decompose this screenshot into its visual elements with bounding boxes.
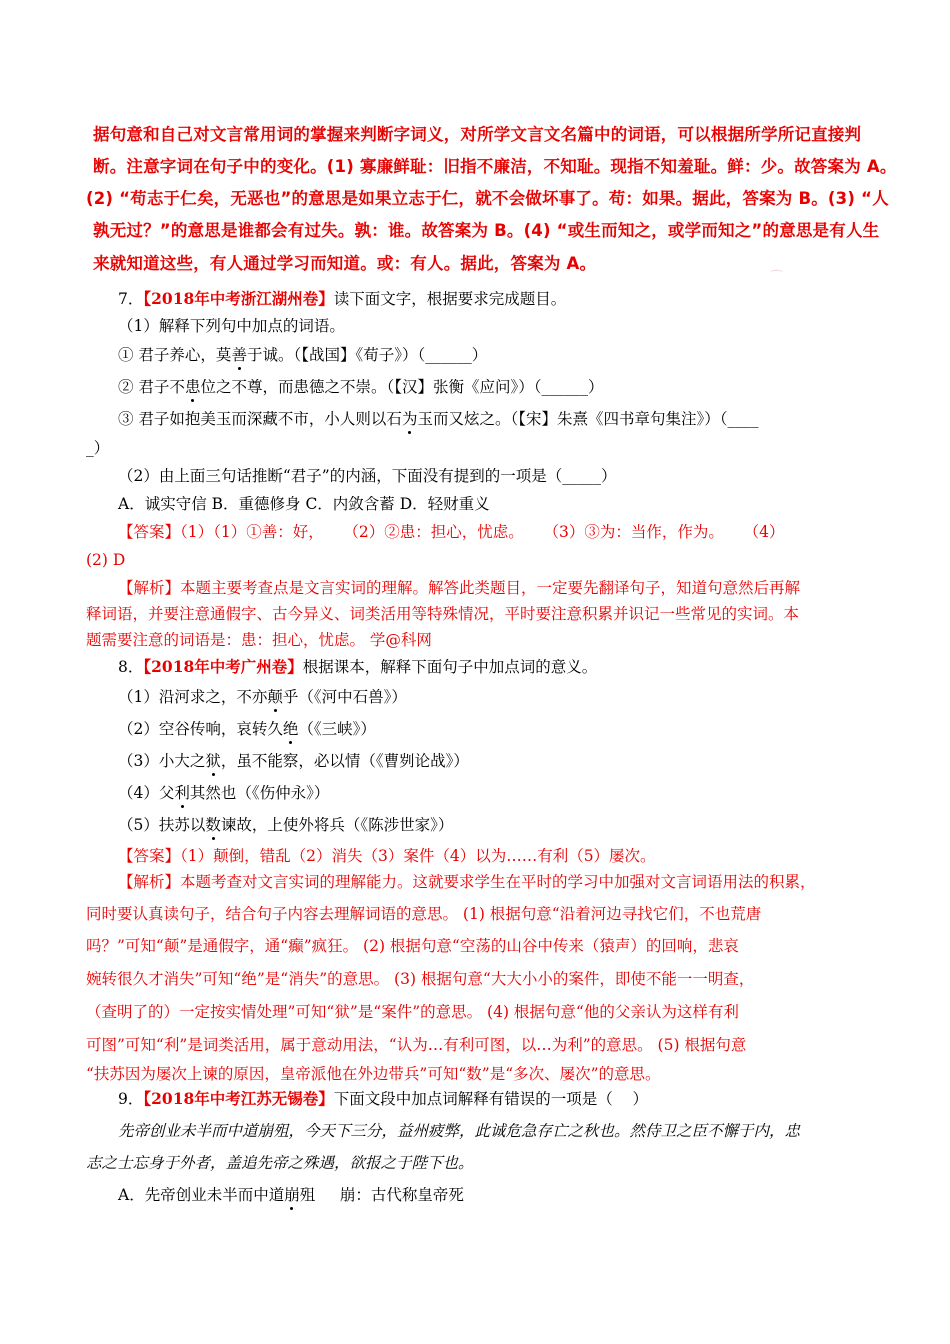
q8-item-4: （4）父利其然也（《伤仲永》）: [118, 784, 330, 802]
q8-analysis-line-1: 【解析】本题考查对文言实词的理解能力。这就要求学生在平时的学习中加强对文言词语用法的积累，: [118, 873, 816, 891]
q7-sentence-1: ① 君子养心，莫善于诚。（【战国】《荀子》）（______）: [118, 346, 488, 364]
q8-item-2: （2）空谷传响，哀转久绝（《三峡》）: [118, 720, 376, 738]
q9-number: 9．: [118, 1090, 144, 1108]
intro-line-2: 断。注意字词在句子中的变化。(1) 寡廉鲜耻：旧指不廉洁，不知耻。现指不知羞耻。鲜：少。故答案为 A。: [93, 157, 897, 176]
q9-header: [118, 1088, 648, 1110]
q7-header: [118, 288, 566, 310]
q7-dotted-word-2: 患: [184, 378, 201, 396]
q8-header: [118, 656, 597, 678]
q8-dotted-word-3: 狱: [205, 752, 221, 770]
q7-sentence-2: ② 君子不患位之不尊，而患德之不崇。（【汉】张衡《应问》）（______）: [118, 378, 604, 396]
q9-passage-line-1: 先帝创业未半而中道崩殂，今天下三分，益州疲弊，此诚危急存亡之秋也。然侍卫之臣不懈于内，忠: [118, 1122, 801, 1140]
q9-option-a: A．先帝创业未半而中道崩殂 崩：古代称皇帝死: [118, 1186, 464, 1204]
q7-sentence-3-cont: _）: [86, 439, 110, 457]
q7-dotted-word-1: 善: [231, 346, 247, 364]
q7-sub1: （1）解释下列句中加点的词语。: [118, 317, 345, 335]
q8-source: 【2018年中考广州卷】: [143, 657, 303, 676]
q8-answer: 【答案】（1）颠倒，错乱（2）消失（3）案件（4）以为……有利（5）屡次。: [118, 847, 656, 865]
q7-answer-line-1: 【答案】（1）（1）①善：好， （2）②患：担心，忧虑。 （3）③为：当作，作为。 （4）: [118, 523, 785, 541]
q9-source: 【2018年中考江苏无锡卷】: [143, 1089, 334, 1108]
q8-dotted-word-5: 数: [205, 816, 221, 834]
q7-sentence-3: ③ 君子如抱美玉而深藏不市，小人则以石为玉而又炫之。（【宋】朱熹《四书章句集注》）（____: [118, 410, 759, 428]
intro-line-3: (2) “苟志于仁矣，无恶也”的意思是如果立志于仁，就不会做坏事了。苟：如果。据此，答案为 B。(3) “人: [86, 189, 889, 208]
q7-answer-line-2: (2) D: [86, 551, 126, 569]
q7-number: 7．: [118, 290, 144, 308]
q8-dotted-word-4: 利: [174, 784, 190, 802]
q9-prompt: 下面文段中加点词解释有错误的一项是（ ）: [333, 1090, 648, 1108]
q7-dotted-word-3: 为: [401, 410, 418, 428]
q7-prompt: 读下面文字，根据要求完成题目。: [333, 290, 567, 308]
q7-analysis-line-2: 释词语，并要注意通假字、古今异义、词类活用等特殊情况，平时要注意积累并识记一些常见的实词。本: [86, 605, 800, 623]
q8-dotted-word-2: 绝: [282, 720, 299, 738]
q7-analysis-line-1: 【解析】本题主要考查点是文言实词的理解。解答此类题目，一定要先翻译句子，知道句意然后再解: [118, 579, 801, 597]
q8-item-5: （5）扶苏以数谏故，上使外将兵（《陈涉世家》）: [118, 816, 454, 834]
q8-number: 8．: [118, 658, 144, 676]
faint-mark: ⌒: [770, 270, 784, 285]
q7-options: A．诚实守信 B．重德修身 C．内敛含蓄 D．轻财重义: [118, 495, 490, 513]
q8-analysis-line-4: 婉转很久才消失”可知“绝”是“消失”的意思。 (3) 根据句意“大大小小的案件，即使不能一一明查，: [86, 970, 755, 988]
q8-analysis-line-2: 同时要认真读句子，结合句子内容去理解词语的意思。 (1) 根据句意“沿着河边寻找它们，不也荒唐: [86, 905, 762, 923]
q9-passage-line-2: 志之士忘身于外者，盖追先帝之殊遇，欲报之于陛下也。: [86, 1154, 474, 1172]
intro-line-5: 来就知道这些，有人通过学习而知道。或：有人。据此，答案为 A。: [93, 254, 597, 273]
q8-item-3: （3）小大之狱，虽不能察，必以情（《曹刿论战》）: [118, 752, 469, 770]
q9-dotted-word-a: 崩: [284, 1186, 300, 1204]
q8-item-1: （1）沿河求之，不亦颠乎（《河中石兽》）: [118, 688, 407, 706]
q8-analysis-line-5: （查明了的）一定按实情处理”可知“狱”是“案件”的意思。 (4) 根据句意“他的父亲认为这样有利: [86, 1003, 739, 1021]
q8-analysis-line-6: 可图”可知“利”是词类活用，属于意动用法，“认为…有利可图，以…为利”的意思。 (5) 根据句意: [86, 1036, 747, 1054]
q8-analysis-line-7: “扶苏因为屡次上谏的原因，皇帝派他在外边带兵”可知“数”是“多次、屡次”的意思。: [86, 1065, 661, 1083]
q7-analysis-line-3: 题需要注意的词语是：患：担心，忧虑。 学@科网: [86, 631, 432, 649]
intro-line-4: 孰无过？”的意思是谁都会有过失。孰：谁。故答案为 B。(4) “或生而知之，或学而知之”的意思是有人生: [93, 221, 880, 240]
q8-analysis-line-3: 吗？”可知“颠”是通假字，通“癫”疯狂。 (2) 根据句意“空荡的山谷中传来（猿声）的回响，悲哀: [86, 937, 739, 955]
q7-source: 【2018年中考浙江湖州卷】: [143, 289, 334, 308]
q8-prompt: 根据课本，解释下面句子中加点词的意义。: [302, 658, 598, 676]
q8-dotted-word-1: 颠: [267, 688, 283, 706]
intro-line-1: 据句意和自己对文言常用词的掌握来判断字词义，对所学文言文名篇中的词语，可以根据所学所记直接判: [93, 125, 862, 144]
q7-sub2: （2）由上面三句话推断“君子”的内涵，下面没有提到的一项是（_____）: [118, 467, 617, 485]
